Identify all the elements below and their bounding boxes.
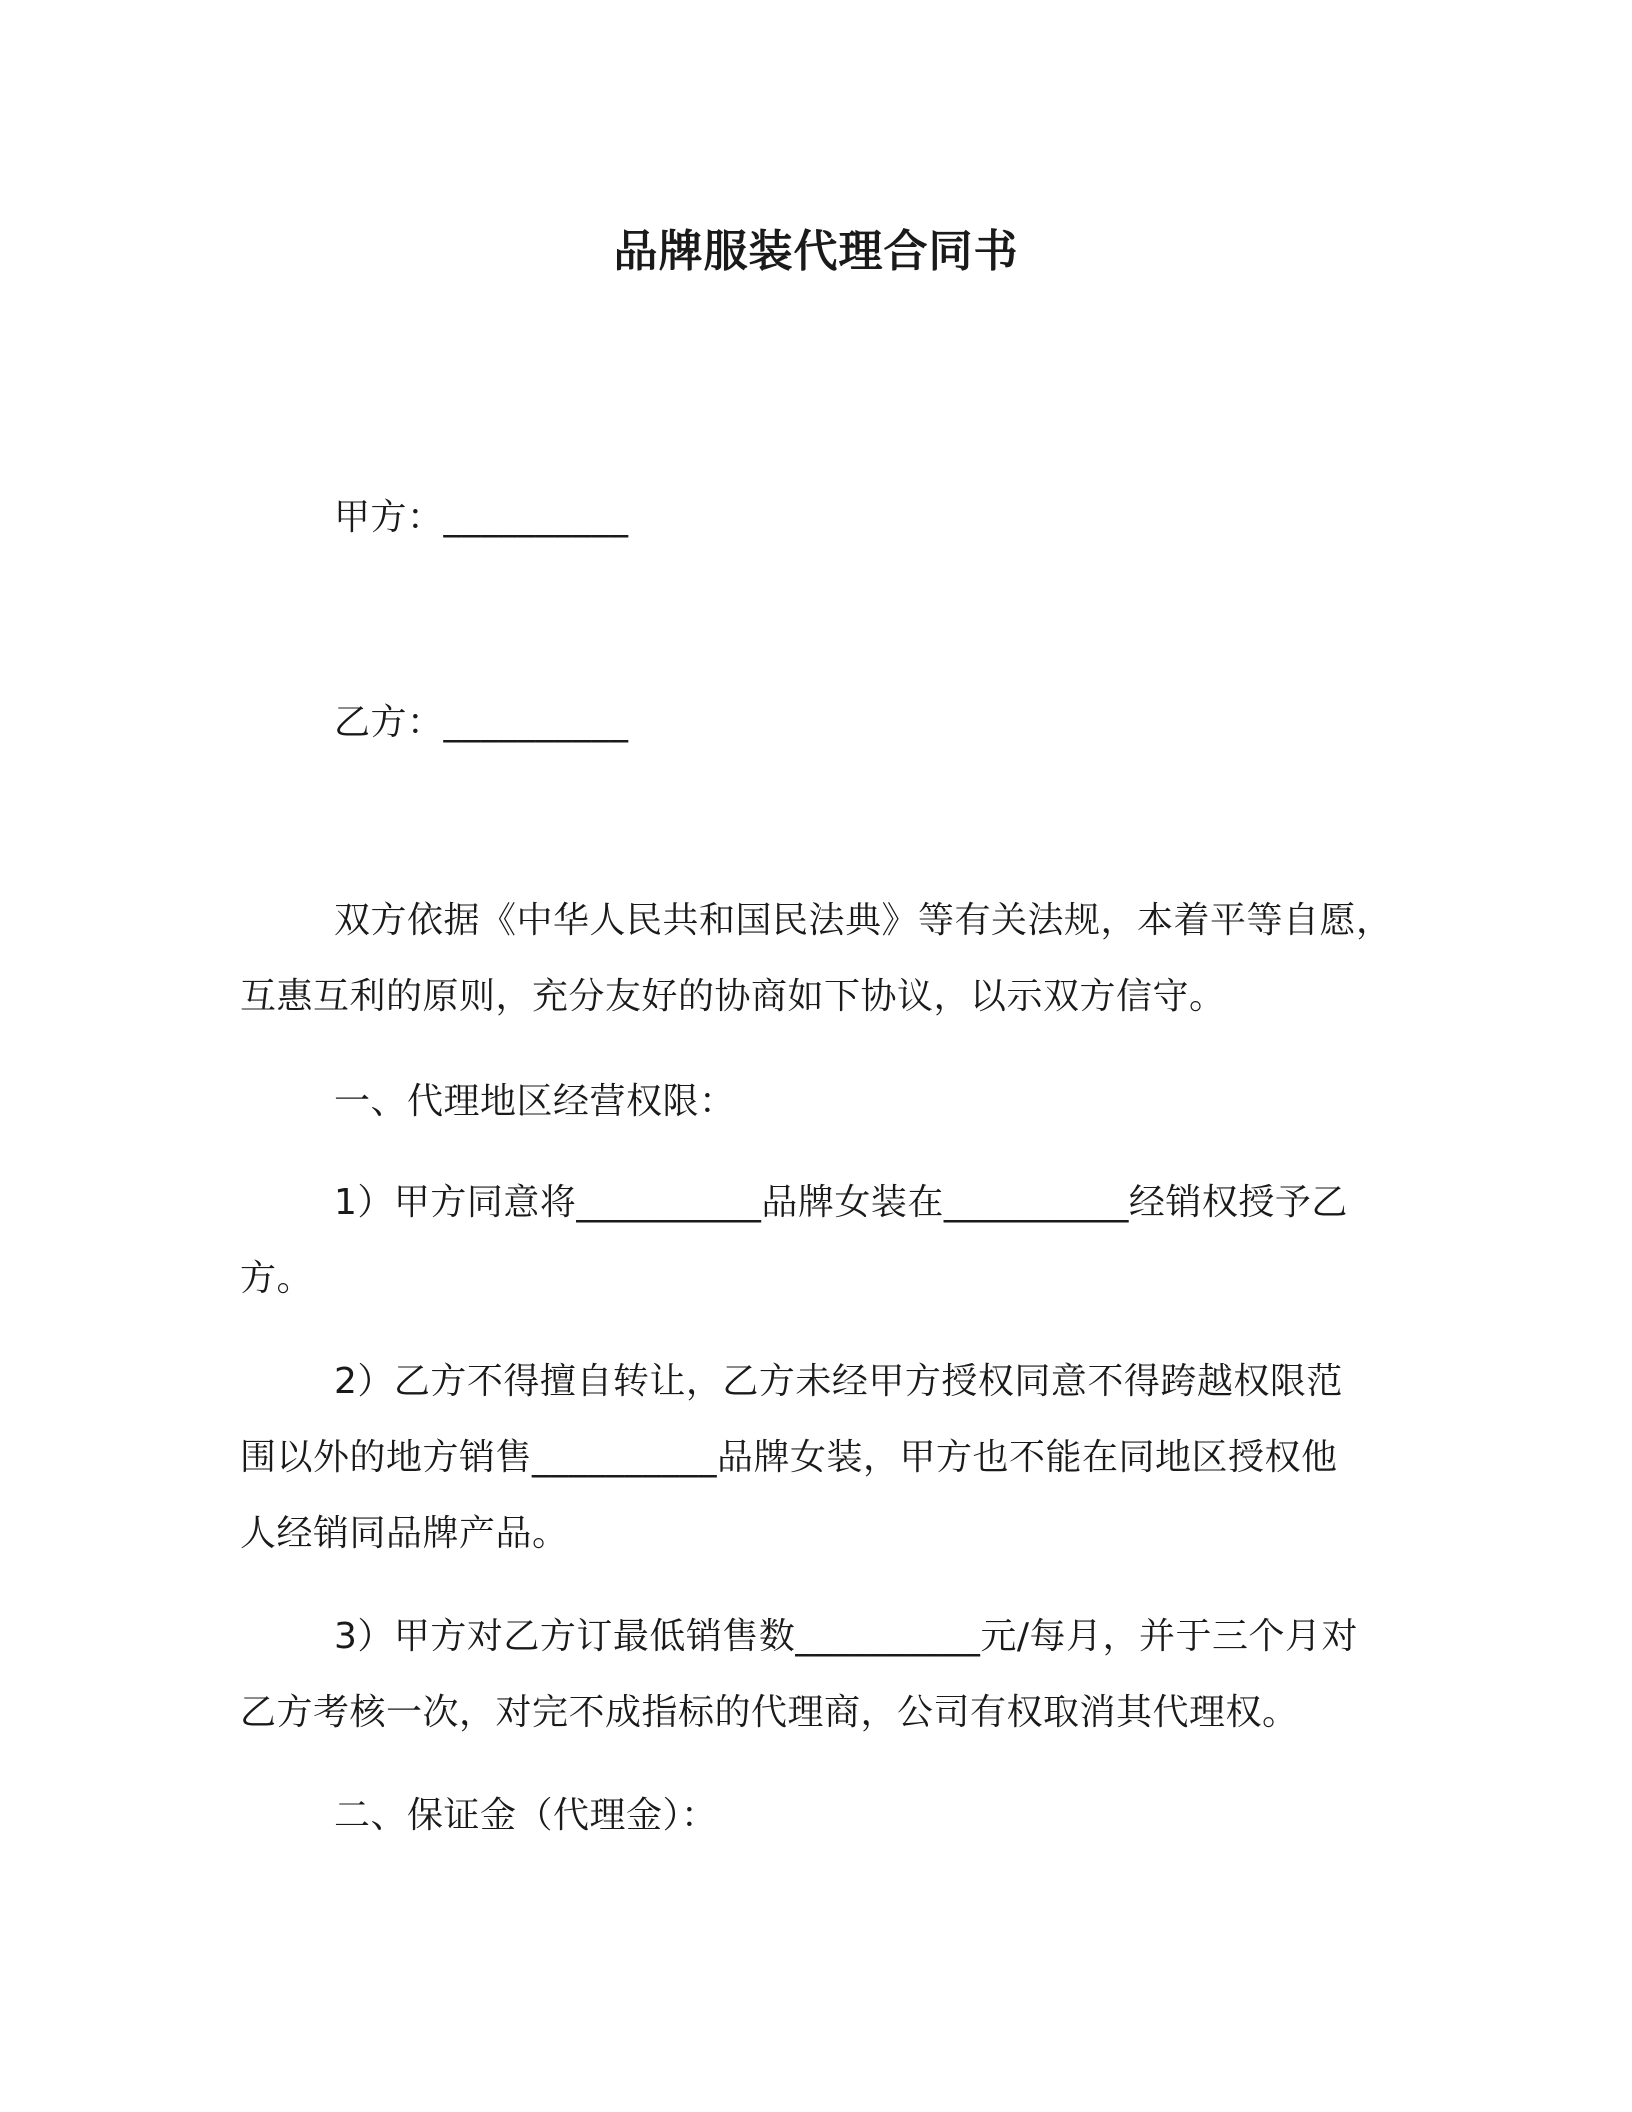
party-b-line: 乙方：__________ (334, 702, 629, 743)
section-2-heading: 二、保证金（代理金）： (334, 1795, 718, 1836)
item-3-line-2: 乙方考核一次，对完不成指标的代理商，公司有权取消其代理权。 (240, 1692, 1299, 1733)
item-1-line-2: 方。 (240, 1258, 314, 1299)
item-1-line-1: 1）甲方同意将__________品牌女装在__________经销权授予乙 (334, 1182, 1348, 1223)
intro-line-1: 双方依据《中华人民共和国民法典》等有关法规，本着平等自愿， (334, 900, 1393, 941)
item-2-line-2: 围以外的地方销售__________品牌女装，甲方也不能在同地区授权他 (240, 1437, 1338, 1478)
section-1-heading: 一、代理地区经营权限： (334, 1081, 736, 1122)
document-title: 品牌服装代理合同书 (613, 226, 1019, 277)
intro-line-2: 互惠互利的原则，充分友好的协商如下协议，以示双方信守。 (240, 976, 1226, 1017)
item-2-line-1: 2）乙方不得擅自转让，乙方未经甲方授权同意不得跨越权限范 (334, 1361, 1343, 1402)
item-2-line-3: 人经销同品牌产品。 (240, 1513, 569, 1554)
item-3-line-1: 3）甲方对乙方订最低销售数__________元/每月，并于三个月对 (334, 1616, 1359, 1657)
party-a-line: 甲方：__________ (334, 497, 629, 538)
